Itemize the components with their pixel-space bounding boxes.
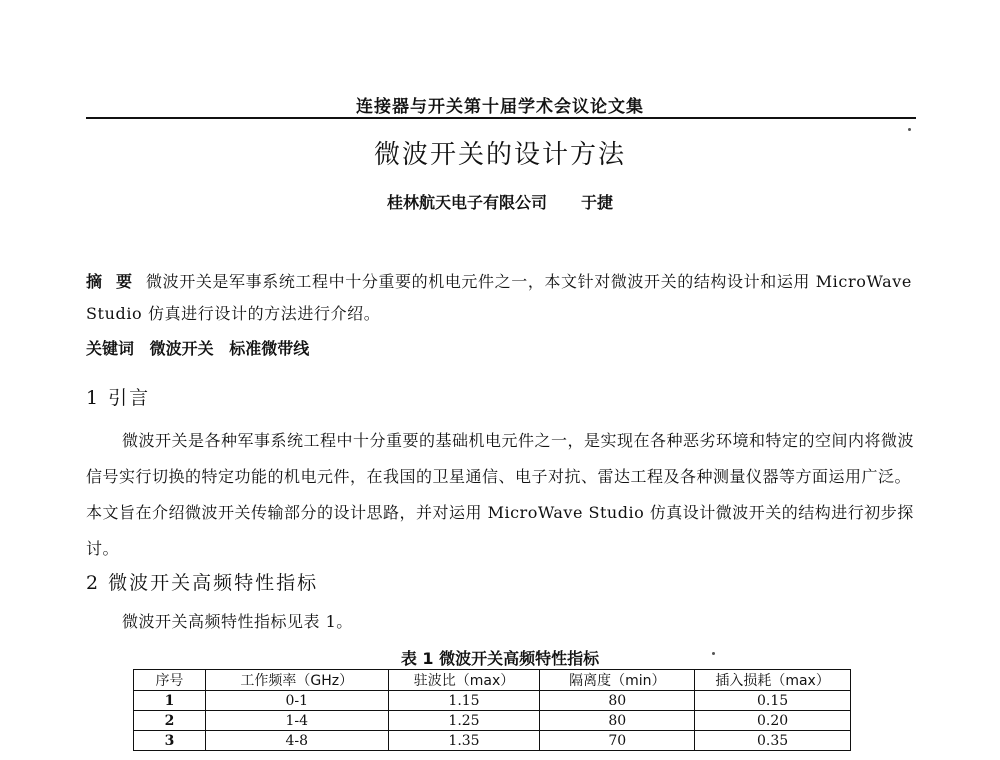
header-rule — [86, 117, 916, 119]
table-caption: 表 1 微波开关高频特性指标 — [400, 649, 600, 668]
table-cell: 2 — [134, 711, 206, 731]
table-cell: 1 — [134, 691, 206, 711]
table-header-cell: 插入损耗（max） — [695, 670, 851, 691]
table-cell: 1-4 — [205, 711, 388, 731]
abstract-label: 摘要 — [86, 272, 147, 291]
table-cell: 0-1 — [205, 691, 388, 711]
table-cell: 70 — [540, 731, 695, 751]
table-cell: 1.25 — [388, 711, 540, 731]
spec-table — [133, 669, 851, 751]
organization: 桂林航天电子有限公司 — [386, 193, 547, 212]
table-cell: 0.15 — [695, 691, 851, 711]
table-row — [134, 731, 851, 751]
table-cell: 80 — [540, 691, 695, 711]
table-cell: 1.35 — [388, 731, 540, 751]
table-cell: 4-8 — [205, 731, 388, 751]
affiliation-line — [0, 190, 1000, 213]
table-row — [134, 711, 851, 731]
table-header-cell: 工作频率（GHz） — [205, 670, 388, 691]
table-header-cell: 驻波比（max） — [388, 670, 540, 691]
table-cell: 0.35 — [695, 731, 851, 751]
keywords-label: 关键词 — [86, 339, 135, 358]
scan-speck — [908, 128, 911, 131]
keywords — [86, 336, 319, 359]
paper-title: 微波开关的设计方法 — [373, 140, 626, 170]
keyword-item: 微波开关 — [149, 339, 214, 358]
table-header-cell: 序号 — [134, 670, 206, 691]
keyword-item: 标准微带线 — [229, 339, 310, 358]
section-heading: 2 微波开关高频特性指标 — [86, 572, 319, 594]
table-cell: 1.15 — [388, 691, 540, 711]
table-cell: 80 — [540, 711, 695, 731]
table-header-cell: 隔离度（min） — [540, 670, 695, 691]
author: 于捷 — [581, 193, 614, 212]
table-cell: 0.20 — [695, 711, 851, 731]
table-header-row — [134, 670, 851, 691]
section-paragraph: 微波开关高频特性指标见表 1。 — [122, 612, 353, 631]
section-paragraph: 微波开关是各种军事系统工程中十分重要的基础机电元件之一，是实现在各种恶劣环境和特定的空间内将微波信号实行切换的特定功能的机电元件，在我国的卫星通信、电子对抗、雷达工程及各种测量仪器等方面运用广泛。本文旨在介绍微波开关传输部分的设计思路，并对运用 MicroWave Studio 仿真设计微波开关的结构进行初步探讨。 — [86, 431, 915, 558]
scan-speck — [712, 652, 715, 655]
abstract-text: 微波开关是军事系统工程中十分重要的机电元件之一，本文针对微波开关的结构设计和运用 MicroWave Studio 仿真进行设计的方法进行介绍。 — [86, 272, 912, 323]
table-cell: 3 — [134, 731, 206, 751]
section-heading: 1 引言 — [86, 387, 151, 409]
abstract — [86, 266, 916, 330]
journal-header: 连接器与开关第十届学术会议论文集 — [356, 97, 644, 117]
table-row — [134, 691, 851, 711]
